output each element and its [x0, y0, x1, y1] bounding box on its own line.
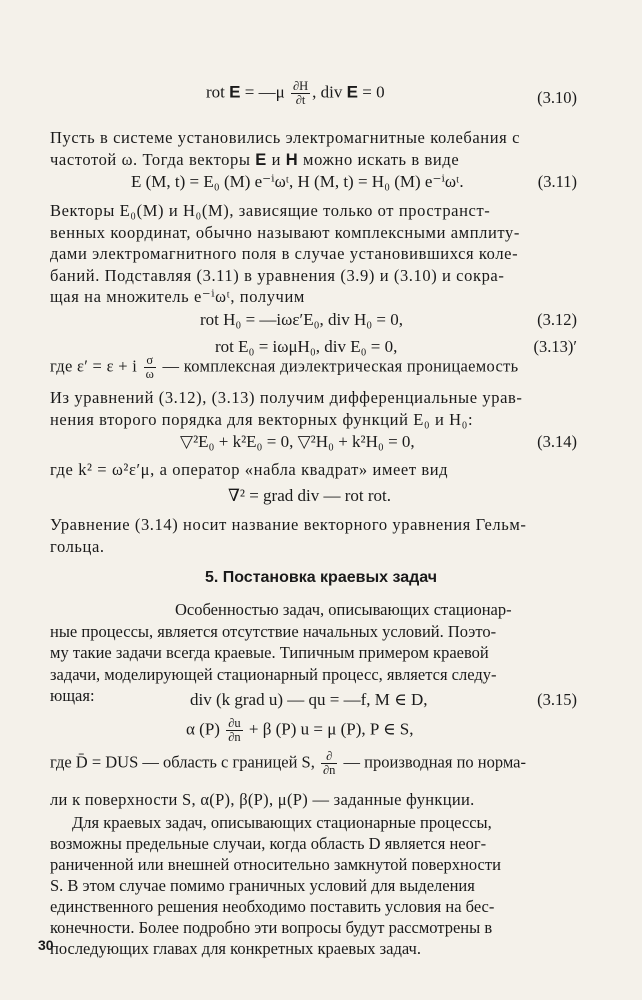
epsilon-definition: где ε′ = ε + i $\frac{\sigma}{\omega}$ — комплексная диэлектрическая проницаемость [50, 353, 519, 381]
paragraph-oscillations: Пусть в системе установились электромагнитные колебания с частотой ω. Тогда векторы E и H можно искать в виде [50, 128, 520, 169]
section-heading: 5. Постановка краевых задач [204, 569, 438, 586]
domain-definition: где D̄ = DUS — область с границей S, $\frac{\partial}{\partial n}$ — производная по норма- [50, 749, 526, 777]
equation-3-15-line1: div (k grad u) — qu = —f, M ∈ D, [190, 690, 428, 709]
page-number: 30 [38, 937, 54, 953]
equation-3-12: rot H₀ = —iωε′E₀, div H₀ = 0, [200, 310, 404, 329]
equation-number: (3.10) [537, 88, 577, 107]
domain-definition-cont: ли к поверхности S, α(P), β(P), μ(P) — заданные функции. [50, 790, 475, 809]
k-definition: где k² = ω²ε′μ, а оператор «набла квадрат» имеет вид [50, 460, 449, 479]
paragraph-second-order: Из уравнений (3.12), (3.13) получим дифференциальные урав- нения второго порядка для векторных функций E₀ и H₀: [50, 388, 523, 429]
fraction-sigma-omega: $\frac{\sigma}{\omega}$ [145, 353, 155, 381]
paragraph-complex-amplitudes: Векторы E₀(M) и H₀(M), зависящие только от пространст- венных координат, обычно называют комплексными амплиту- дами электромагнитного поля в случае установившихся коле- баний. Подставляя (3.11) в уравнения (3.9) и (3.10) и сокра- щая на множитель e⁻ⁱωᵗ, получим [50, 201, 520, 306]
equation-3-13: rot E₀ = iωμH₀, div E₀ = 0, [215, 337, 398, 356]
equation-3-11: E (M, t) = E₀ (M) e⁻ⁱωᵗ, H (M, t) = H₀ (M) e⁻ⁱωᵗ. [131, 172, 464, 191]
paragraph-limit-cases: Для краевых задач, описывающих стационарные процессы, возможны предельные случаи, когда область D является неог- раниченной или внешней относительно замкнутой поверхности S. В этом случае помимо граничных условий для выделения единственного решения необходимо поставить условия на бес- конечности. Более подробно эти вопросы будут рассмотрены в последующих главах для конкретных краевых задач. [50, 813, 501, 958]
equation-number: (3.14) [537, 432, 577, 451]
equation-3-15-line2: α (P) $\frac{\partial u}{\partial n}$ + β (P) u = μ (P), P ∈ S, [186, 716, 414, 744]
fraction-dH-dt: $\frac{\partial H}{\partial t}$ [292, 79, 309, 107]
paragraph-boundary-problems: Особенностью задач, описывающих стационар- ные процессы, является отсутствие начальных условий. Поэто- му такие задачи всегда краевые. Типичным примером краевой задачи, моделирующей стационарный процесс, является следу- ющая: [50, 600, 512, 705]
equation-3-10: rot E = —μ $\frac{\partial H}{\partial t}$ , div E = 0 [206, 79, 385, 107]
equation-number: (3.13)′ [533, 337, 577, 356]
equation-number: (3.12) [537, 310, 577, 329]
nabla-squared-definition: ∇² = grad div — rot rot. [228, 486, 392, 505]
fraction-d-dn: $\frac{\partial}{\partial n}$ [322, 749, 336, 777]
fraction-du-dn: $\frac{\partial u}{\partial n}$ [228, 716, 241, 744]
equation-3-14: ▽²E₀ + k²E₀ = 0, ▽²H₀ + k²H₀ = 0, [180, 432, 415, 451]
equation-number: (3.15) [537, 690, 577, 709]
paragraph-helmholtz: Уравнение (3.14) носит название векторного уравнения Гельм- гольца. [50, 515, 527, 556]
equation-number: (3.11) [537, 172, 577, 191]
